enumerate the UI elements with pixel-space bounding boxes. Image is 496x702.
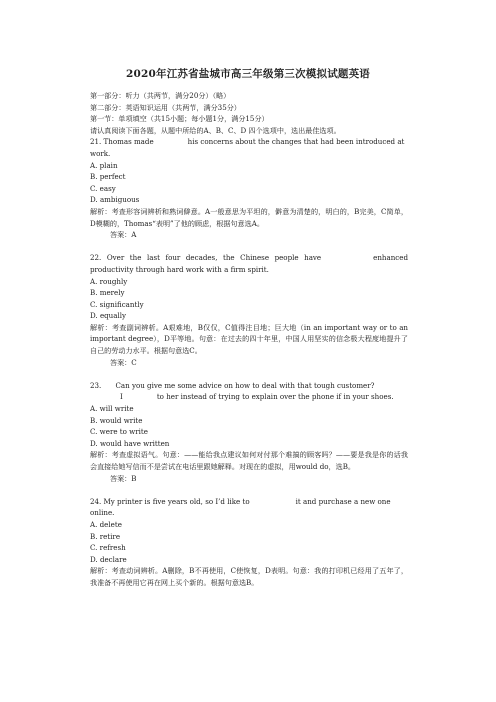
option: A. will write [90,404,134,414]
option: D. would have written [90,438,170,448]
option: B. would write [90,415,143,425]
option: A. roughly [90,276,128,286]
option: A. delete [90,519,122,529]
option: C. were to write [90,427,148,437]
option: C. easy [90,183,116,193]
option: B. perfect [90,172,126,182]
option: B. merely [90,288,125,298]
question-text: 21. Thomas made [90,137,154,147]
instruction-line: 请认真阅读下面各题，从题中所给的A、B、C、D 四个选项中，选出最佳选项。 [90,125,341,135]
question-23-stem: 23. Can you give me some advice on how to deal with that tough customer? [90,380,375,390]
analysis-text: 解析：考查副词辨析。A艰难地，B仅仅，C值得注目地；巨大地（in an important way or to an important degree），D平等地。句意：在过去的四十年里，中国人用坚实的信念极大程度地提升了自己的劳动力水平。根据句意选C。 [90,322,408,356]
question-23-response: I to her instead of trying to explain over the phone if in your shoes. [120,392,394,402]
option: A. plain [90,160,118,170]
section-line: 第二部分：英语知识运用（共两节，满分35分） [90,102,241,112]
question-text: 22. Over the last four decades, the Chinese people have [90,253,322,263]
answer-text: 答案：A [110,230,137,240]
section-line: 第一部分：听力（共两节，满分20分）（略） [90,91,231,100]
document-body [90,90,408,589]
question-text: his concerns about the changes that had been introduced at work. [90,137,405,158]
analysis-text: 解析：考查虚拟语气。句意：——能给我点建议如何对付那个难搞的顾客吗？——要是我是你的话我会直接给她写信而不是尝试在电话里跟她解释。对现在的虚拟，用would do，选B。 [90,450,408,471]
section-line: 第一节：单项填空（共15小题；每小题1分，满分15分） [90,114,269,124]
page-title: 2020年江苏省盐城市高三年级第三次模拟试题英语 [125,68,371,80]
question-24-stem [90,496,408,519]
option: B. retire [90,531,121,541]
option: D. ambiguous [90,195,140,205]
answer-text: 答案：C [110,357,137,367]
analysis-text: 解析：考查动词辨析。A删除，B不再使用，C使恢复，D表明。句意：我的打印机已经用了五年了，我准备不再使用它再在网上买个新的。根据句意选B。 [90,566,408,587]
question-text: it and purchase a new one online. [90,496,391,518]
question-22-stem [90,252,408,275]
option: D. equally [90,311,127,321]
answer-text: 答案：B [110,473,137,483]
option: C. refresh [90,543,126,553]
analysis-text: 解析：考查形容词辨析和熟词僻意。A一般意思为平坦的，僻意为清楚的，明白的，B完美，C简单，D模糊的，Thomas“表明”了他的顾虑，根据句意选A。 [90,206,408,228]
question-text: 24. My printer is five years old, so I’d like to [90,496,250,506]
question-21-stem [90,136,408,159]
question-text: enhanced productivity through hard work with a firm spirit. [90,253,408,274]
option: D. declare [90,554,127,564]
option: C. significantly [90,299,144,309]
